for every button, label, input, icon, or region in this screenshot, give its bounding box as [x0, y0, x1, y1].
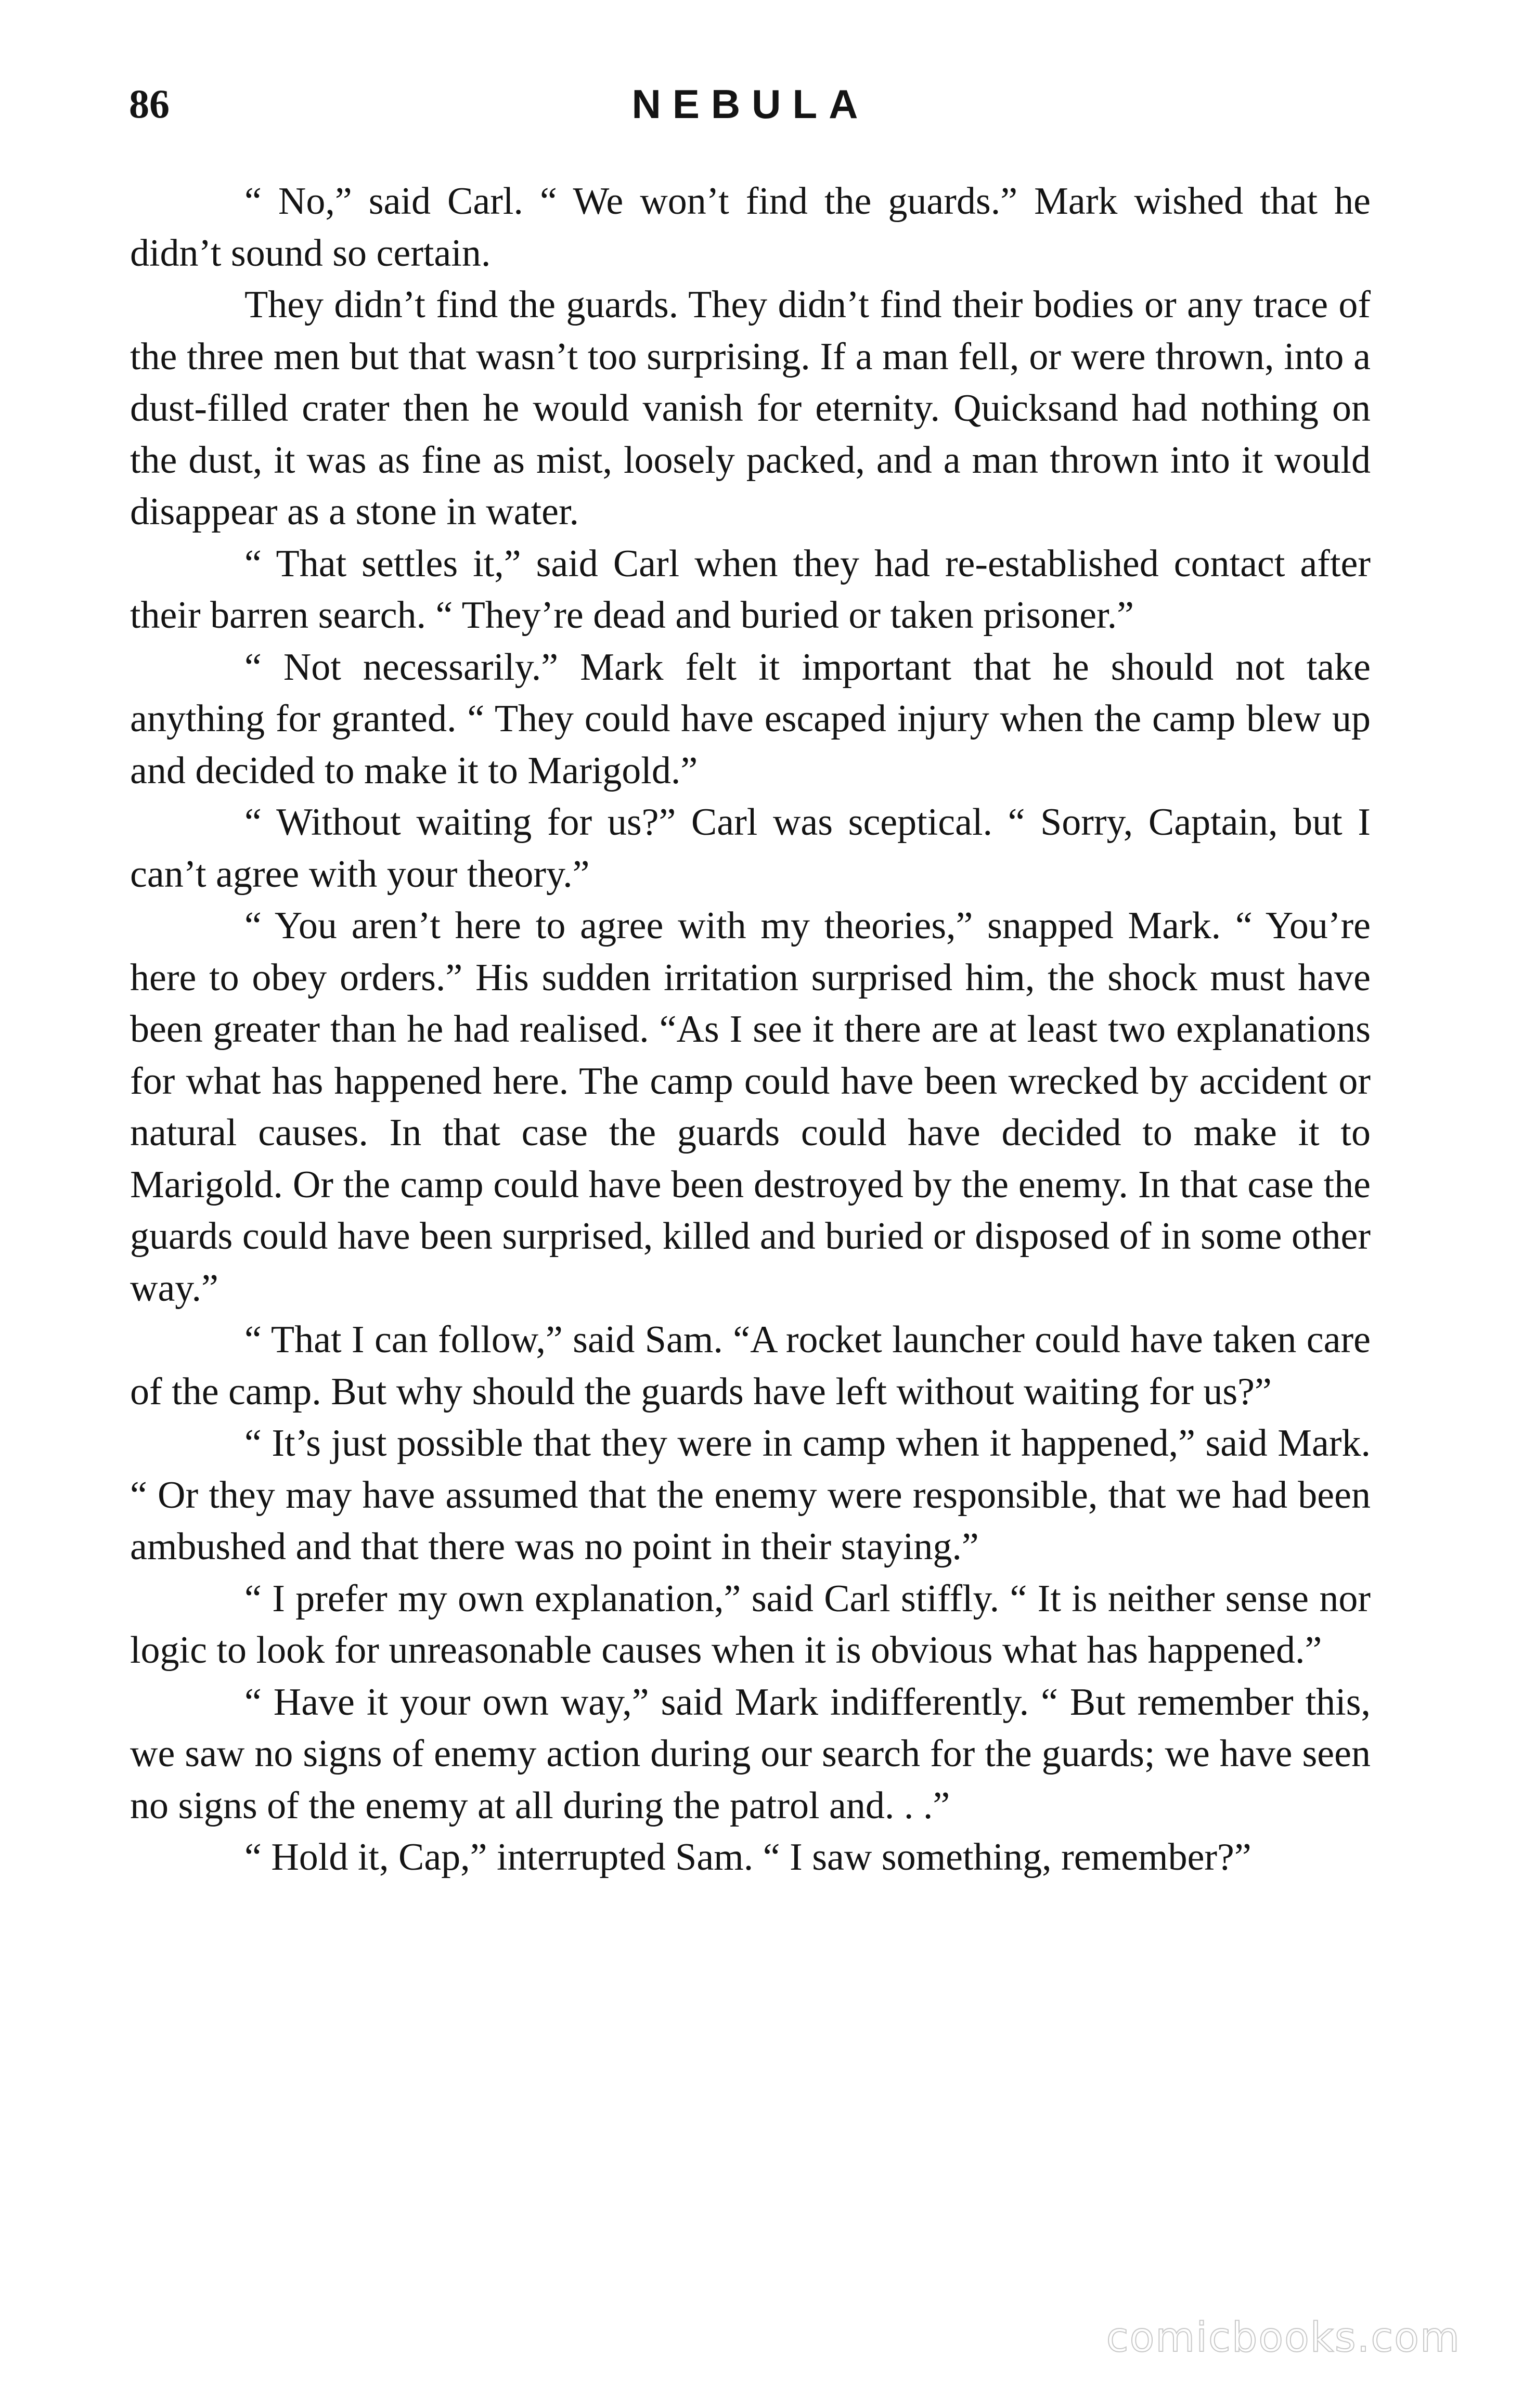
running-title: NEBULA — [631, 81, 870, 127]
paragraph: They didn’t find the guards. They didn’t find their bodies or any trace of the three men but that wasn’t too surprising. If a man fell, or were thrown, into a dust-filled crater then he would vanish for eternity. Quicksand had nothing on the dust, it was as fine as mist, loosely packed, and a man thrown into it would disappear as a stone in water. — [130, 283, 1371, 533]
paragraph: “ Have it your own way,” said Mark indifferently. “ But remember this, we saw no signs of enemy action during our search for the guards; we have seen no signs of the enemy at all during the patrol and. . .” — [130, 1680, 1371, 1827]
paragraph: “ No,” said Carl. “ We won’t find the guards.” Mark wished that he didn’t sound so certain. — [130, 180, 1371, 275]
body-text — [130, 176, 1371, 1884]
paragraph: “ I prefer my own explanation,” said Carl stiffly. “ It is neither sense nor logic to look for unreasonable causes when it is obvious what has happened.” — [130, 1577, 1371, 1672]
paragraph: “ Not necessarily.” Mark felt it important that he should not take anything for granted. “ They could have escaped injury when the camp blew up and decided to make it to Marigold.” — [130, 645, 1371, 792]
paragraph: “ That settles it,” said Carl when they had re-established contact after their barren search. “ They’re dead and buried or taken prisoner.” — [130, 542, 1371, 637]
paragraph: “ That I can follow,” said Sam. “A rocket launcher could have taken care of the camp. But why should the guards have left without waiting for us?” — [130, 1318, 1371, 1413]
page-header — [129, 78, 1372, 140]
page-number: 86 — [129, 81, 170, 126]
paragraph: “ It’s just possible that they were in camp when it happened,” said Mark. “ Or they may have assumed that the enemy were responsible, that we had been ambushed and that there was no point in their staying.” — [130, 1422, 1371, 1568]
paragraph: “ Without waiting for us?” Carl was sceptical. “ Sorry, Captain, but I can’t agree with your theory.” — [130, 801, 1371, 896]
paragraph: “ You aren’t here to agree with my theories,” snapped Mark. “ You’re here to obey orders.” His sudden irritation surprised him, the shock must have been greater than he had realised. “As I see it there are at least two explanations for what has happened here. The camp could have been wrecked by accident or natural causes. In that case the guards could have decided to make it to Marigold. Or the camp could have been destroyed by the enemy. In that case the guards could have been surprised, killed and buried or disposed of in some other way.” — [130, 904, 1371, 1310]
site-watermark: comicbooks.com — [1106, 2314, 1461, 2361]
paragraph: “ Hold it, Cap,” interrupted Sam. “ I saw something, remember?” — [244, 1836, 1251, 1879]
